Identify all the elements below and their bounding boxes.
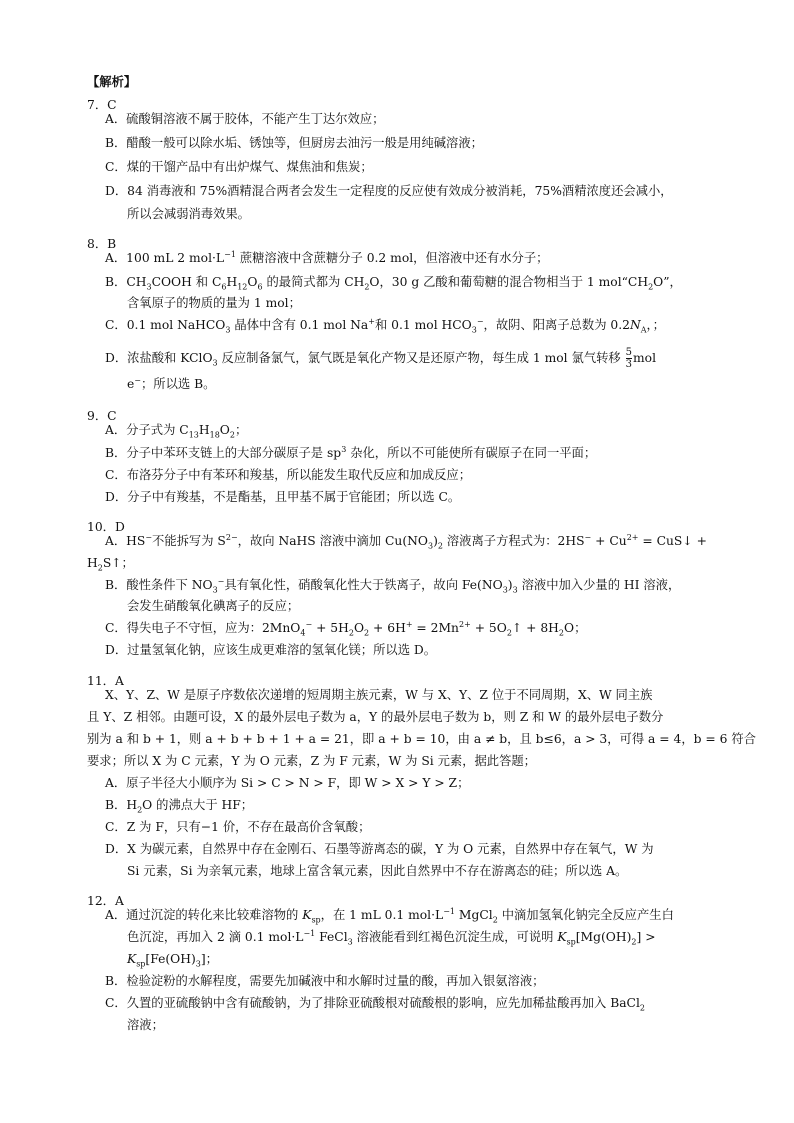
question-number-q11: 11．A: [87, 674, 124, 688]
answer-line: Si 元素，Si 为亲氧元素，地球上富含氧元素，因此自然界中不存在游离态的硅；所以选 A。: [127, 864, 628, 878]
answer-line: D．过量氢氧化钠，应该生成更难溶的氢氧化镁；所以选 D。: [105, 643, 437, 657]
answer-line: C．久置的亚硫酸钠中含有硫酸钠，为了排除亚硫酸根对硫酸根的影响，应先加稀盐酸再加入 BaCl$_2$: [105, 996, 645, 1013]
answer-line: B．检验淀粉的水解程度，需要先加碱液中和水解时过量的酸，再加入银氨溶液；: [105, 974, 545, 988]
answer-line: 溶液；: [127, 1018, 164, 1032]
answer-line: A．HS−不能拆写为 $S^{2-}$，故向 NaHS 溶液中滴加 $Cu(NO_3)_2$ 溶液离子方程式为：$2HS^- + Cu^{2+}$ = CuS↓ +: [105, 532, 707, 551]
answer-line: $K_{sp}[Fe(OH)_3]$；: [127, 952, 218, 969]
answer-line: C．0.1 mol NaHCO$_3$ 晶体中含有 0.1 mol Na+和 0.1 mol $HCO_3^-$，故阴、阳离子总数为 $0.2N_A$，；: [105, 316, 665, 335]
answer-line: B．酸性条件下 $NO_3^-$具有氧化性，硝酸氧化性大于铁离子，故向 $Fe(NO_3)_3$ 溶液中加入少量的 HI 溶液，: [105, 576, 681, 595]
answer-line: D．浓盐酸和 KClO$_3$ 反应制备氯气，氯气既是氧化产物又是还原产物，每生成 1 mol 氯气转移 $\frac{5}{3}$ mol: [105, 347, 656, 370]
answer-line: C．得失电子不守恒，应为：$2MnO_4^- + 5H_2O_2 + 6H^+ = 2Mn^{2+}$ + $5O_2↑ + 8H_2O$；: [105, 619, 587, 638]
answer-line: C．布洛芬分子中有苯环和羧基，所以能发生取代反应和加成反应；: [105, 468, 472, 482]
answer-line: 且 Y、Z 相邻。由题可设，X 的最外层电子数为 a，Y 的最外层电子数为 b，则 Z 和 W 的最外层电子数分: [87, 710, 664, 724]
answer-line: 含氧原子的物质的量为 1 mol；: [127, 296, 301, 310]
answer-line: A．通过沉淀的转化来比较难溶物的 $K_{sp}$，在 1 mL 0.1 $mol\cdot L^{-1}$ MgCl$_2$ 中滴加氢氧化钠完全反应产生白: [105, 906, 674, 925]
question-number-q8: 8．B: [87, 237, 117, 251]
answer-line: X、Y、Z、W 是原子序数依次递增的短周期主族元素，W 与 X、Y、Z 位于不同周期，X、W 同主族: [105, 688, 653, 702]
answer-line: $H_2S↑$；: [87, 556, 134, 573]
answer-line: A．100 mL 2 $mol\cdot L^{-1}$ 蔗糖溶液中含蔗糖分子 0.2 mol，但溶液中还有水分子；: [105, 249, 549, 265]
answer-line: C．Z 为 F，只有−1 价，不存在最高价含氧酸；: [105, 820, 371, 834]
question-number-q12: 12．A: [87, 894, 124, 908]
question-number-q10: 10．D: [87, 520, 125, 534]
answer-line: 色沉淀，再加入 2 滴 0.1 $mol\cdot L^{-1}$ FeCl$_3$ 溶液能看到红褐色沉淀生成，可说明 $K_{sp}[Mg(OH)_2]$ >: [127, 928, 656, 947]
answer-line: B．分子中苯环支链上的大部分碳原子是 $sp^3$ 杂化，所以不可能使所有碳原子在同一平面；: [105, 444, 597, 460]
answer-line: B．$H_2O$ 的沸点大于 HF；: [105, 798, 254, 815]
question-number-q9: 9．C: [87, 409, 117, 423]
answer-line: D．分子中有羧基，不是酯基，且甲基不属于官能团；所以选 C。: [105, 490, 461, 504]
answer-line: 会发生硝酸氧化碘离子的反应；: [127, 599, 300, 613]
answer-line: D．X 为碳元素，自然界中存在金刚石、石墨等游离态的碳，Y 为 O 元素，自然界中存在氧气，W 为: [105, 842, 654, 856]
answer-line: 别为 a 和 b + 1，则 a + b + b + 1 + a = 21，即 a + b = 10，由 a ≠ b，且 b≤6，a > 3，可得 a = 4，b = 6 符合: [87, 732, 756, 746]
answer-line: B．$CH_3COOH$ 和 $C_6H_{12}O_6$ 的最简式都为 $CH_2O$，30 g 乙酸和葡萄糖的混合物相当于 1 $mol“CH_2O$”，: [105, 275, 682, 292]
answer-line: 要求；所以 X 为 C 元素，Y 为 O 元素，Z 为 F 元素，W 为 Si 元素，据此答题；: [87, 754, 536, 768]
answer-line: A．硫酸铜溶液不属于胶体，不能产生丁达尔效应；: [105, 112, 385, 126]
answer-line: B．醋酸一般可以除水垢、锈蚀等，但厨房去油污一般是用纯碱溶液；: [105, 136, 483, 150]
answer-line: C．煤的干馏产品中有出炉煤气、煤焦油和焦炭；: [105, 160, 373, 174]
question-number-q7: 7．C: [87, 98, 117, 112]
answer-line: A．原子半径大小顺序为 Si > C > N > F，即 W > X > Y > Z；: [105, 776, 470, 790]
section-header: 【解析】: [87, 74, 137, 89]
answer-line: D．84 消毒液和 75%酒精混合两者会发生一定程度的反应使有效成分被消耗，75%酒精浓度还会减小，: [105, 184, 673, 198]
answer-line: A．分子式为 $C_{13}H_{18}O_2$；: [105, 423, 248, 440]
answer-line: 所以会减弱消毒效果。: [127, 207, 250, 221]
answer-line: e−；所以选 B。: [127, 375, 216, 391]
